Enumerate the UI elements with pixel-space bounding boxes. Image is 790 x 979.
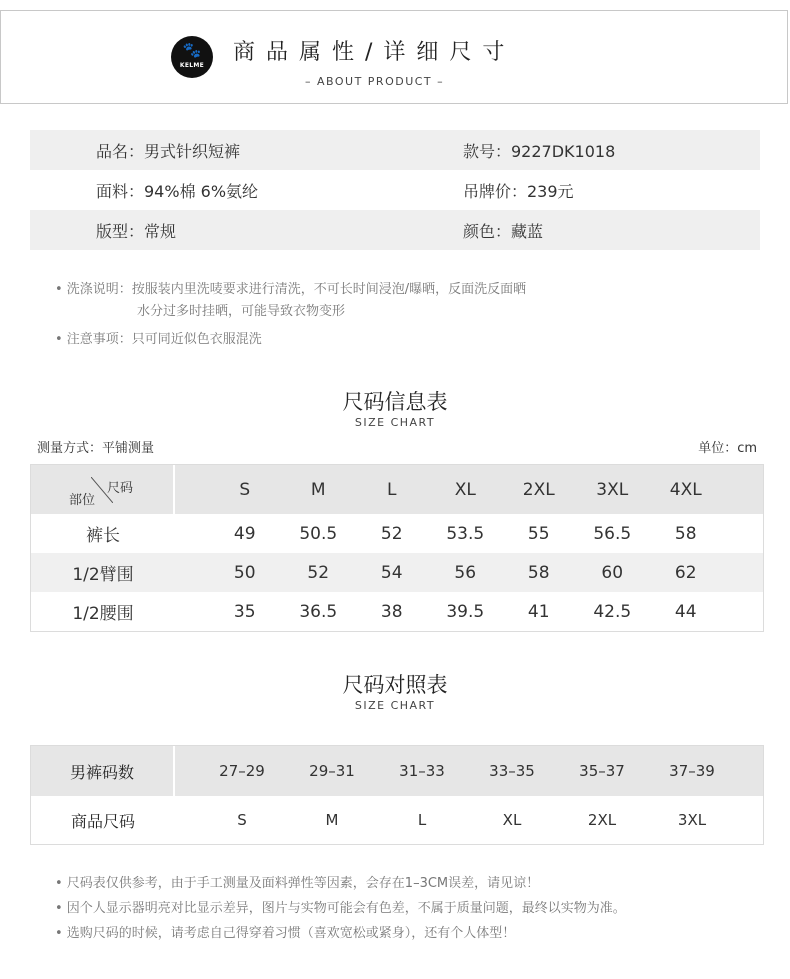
table-cell: 52 xyxy=(307,562,330,583)
header-subtitle: – ABOUT PRODUCT – xyxy=(305,75,445,88)
table-row xyxy=(31,592,763,631)
attribute-row xyxy=(30,130,760,170)
table-cell: 37–39 xyxy=(669,762,715,780)
corner-size-label: 尺码 xyxy=(107,481,134,496)
size-header-row xyxy=(31,465,763,514)
wash-instruction-cont: 水分过多时挂晒，可能导致衣物变形 xyxy=(137,304,346,319)
table-cell: 36.5 xyxy=(299,601,338,622)
attribute-row xyxy=(30,170,760,210)
table-cell: 49 xyxy=(233,523,256,544)
table-cell: 60 xyxy=(601,562,624,583)
table-cell: 29–31 xyxy=(309,762,355,780)
attribute-fit: 版型：常规 xyxy=(96,221,177,241)
table-cell: 62 xyxy=(674,562,697,583)
size-compare-title: 尺码对照表 xyxy=(342,673,448,697)
attributes-table xyxy=(30,130,760,250)
attribute-price: 吊牌价：239元 xyxy=(463,181,574,201)
paw-icon: 🐾 xyxy=(182,41,202,59)
size-info-title: 尺码信息表 xyxy=(342,390,448,414)
tips-list xyxy=(55,871,626,946)
table-cell: 38 xyxy=(380,601,403,622)
table-row xyxy=(31,553,763,592)
compare-row-label: 商品尺码 xyxy=(70,811,135,831)
corner-part-label: 部位 xyxy=(69,493,96,508)
unit-label: 单位：cm xyxy=(698,441,757,456)
attribute-style-no: 款号：9227DK1018 xyxy=(463,141,616,161)
table-cell: 2XL xyxy=(587,811,617,829)
corner-cell xyxy=(31,465,175,514)
table-cell: 55 xyxy=(527,523,550,544)
size-compare-subtitle: SIZE CHART xyxy=(354,699,436,712)
table-cell: 56 xyxy=(454,562,477,583)
compare-header-row xyxy=(31,746,763,796)
attribute-color: 颜色：藏蓝 xyxy=(463,221,544,241)
wash-instruction: • 洗涤说明：按服装内里洗唛要求进行清洗，不可长时间浸泡/曝晒，反面洗反面晒 xyxy=(55,282,527,297)
size-header: 4XL xyxy=(669,479,702,500)
size-header: 2XL xyxy=(522,479,555,500)
size-info-subtitle: SIZE CHART xyxy=(354,416,436,429)
size-info-table xyxy=(30,464,764,632)
size-header: S xyxy=(239,479,251,500)
table-cell: 41 xyxy=(527,601,550,622)
table-cell: 58 xyxy=(674,523,697,544)
table-cell: 42.5 xyxy=(593,601,632,622)
size-header: XL xyxy=(454,479,476,500)
compare-row xyxy=(31,796,763,844)
tip-item: • 因个人显示器明亮对比显示差异，图片与实物可能会有色差，不属于质量问题，最终以实物为准。 xyxy=(55,901,626,916)
row-label: 1/2臂围 xyxy=(72,565,134,585)
table-cell: 58 xyxy=(527,562,550,583)
brand-label: KELME xyxy=(179,62,205,69)
attribute-fabric: 面料：94%棉 6%氨纶 xyxy=(96,181,259,201)
table-cell: 31–33 xyxy=(399,762,445,780)
table-cell: 50.5 xyxy=(299,523,338,544)
table-cell: L xyxy=(417,811,427,829)
table-cell: XL xyxy=(502,811,522,829)
table-cell: 56.5 xyxy=(593,523,632,544)
tip-item: • 选购尺码的时候，请考虑自己得穿着习惯（喜欢宽松或紧身），还有个人体型！ xyxy=(55,926,516,941)
table-cell: 53.5 xyxy=(446,523,485,544)
table-cell: 39.5 xyxy=(446,601,485,622)
table-cell: 50 xyxy=(233,562,256,583)
attribute-name: 品名：男式针织短裤 xyxy=(96,141,241,161)
table-cell: 52 xyxy=(380,523,403,544)
table-cell: 35 xyxy=(233,601,256,622)
table-cell: 44 xyxy=(674,601,697,622)
size-header: M xyxy=(310,479,326,500)
row-label: 1/2腰围 xyxy=(72,604,134,624)
row-label: 裤长 xyxy=(86,526,120,546)
care-notes xyxy=(55,279,526,351)
table-row xyxy=(31,514,763,553)
attribute-row xyxy=(30,210,760,250)
table-cell: 54 xyxy=(380,562,403,583)
kelme-logo xyxy=(171,36,213,78)
table-cell: 3XL xyxy=(677,811,707,829)
table-cell: 27–29 xyxy=(219,762,265,780)
table-cell: 33–35 xyxy=(489,762,535,780)
size-header: L xyxy=(387,479,397,500)
tip-item: • 尺码表仅供参考，由于手工测量及面料弹性等因素，会存在1–3CM误差，请见谅！ xyxy=(55,876,540,891)
table-cell: S xyxy=(237,811,247,829)
size-compare-table xyxy=(30,745,764,845)
attention-note: • 注意事项：只可同近似色衣服混洗 xyxy=(55,332,262,347)
table-cell: M xyxy=(325,811,339,829)
table-cell: 35–37 xyxy=(579,762,625,780)
measure-method: 测量方式：平铺测量 xyxy=(37,441,155,456)
size-header: 3XL xyxy=(596,479,629,500)
header-banner xyxy=(0,10,788,104)
header-title: 商品属性/详细尺寸 xyxy=(233,40,516,65)
compare-head-label: 男裤码数 xyxy=(31,746,175,796)
